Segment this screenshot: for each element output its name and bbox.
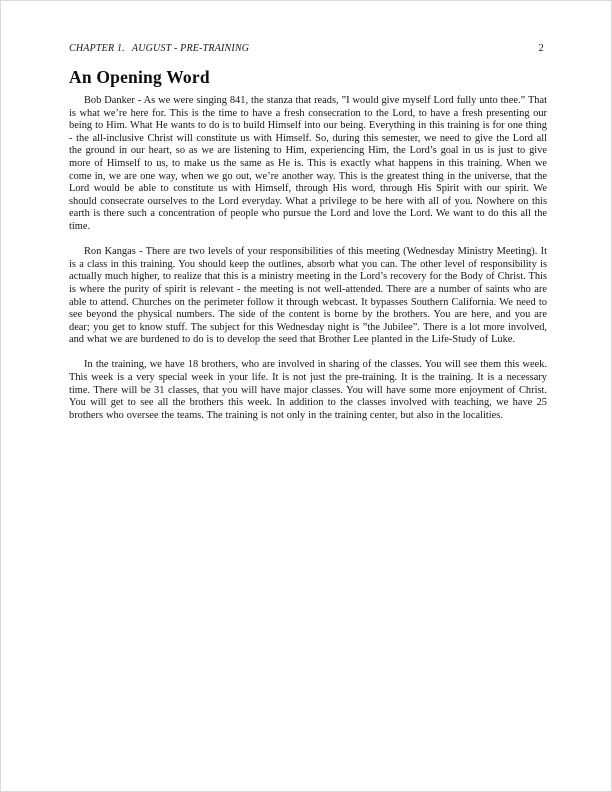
- document-body: [69, 95, 547, 435]
- chapter-number: CHAPTER 1.: [69, 43, 125, 54]
- chapter-title: AUGUST - PRE-TRAINING: [131, 43, 250, 54]
- page-number: 2: [538, 43, 544, 54]
- section-title: An Opening Word: [69, 67, 210, 87]
- paragraph-training-info: In the training, we have 18 brothers, who are involved in sharing of the classes. You will see them this week. This week is a very special week in your life. It is not just the pre-training. It is the training. It is a necessary time. There will be 31 classes, that you will have major classes. You will have some more enjoyment of Christ. You will get to see all the brothers this week. In addition to the classes involved with teaching, we have 25 brothers who oversee the teams. The training is not only in the training center, but also in the localities.: [69, 359, 547, 421]
- running-header: [69, 43, 544, 54]
- chapter-heading: [69, 43, 249, 54]
- paragraph-ron-kangas: Ron Kangas - There are two levels of your responsibilities of this meeting (Wednesday Ministry Meeting). It is a class in this training. You should keep the outlines, absorb what you can. The other level of responsibility is actually much higher, to realize that this is a ministry meeting in the Lord’s recovery for the Body of Christ. This is where the purity of spirit is relevant - the meeting is not well-attended. There are a number of saints who are able to attend. Churches on the perimeter follow it through webcast. It bypasses Southern California. We need to see beyond the physical numbers. The side of the content is borne by the brothers. You are here, and you are dear; you get to know stuff. The subject for this Wednesday night is ”the Jubilee”. There is a lot more involved, and what we are burdened to do is to develop the seed that Brother Lee planted in the Life-Study of Luke.: [69, 246, 547, 346]
- paragraph-bob-danker: Bob Danker - As we were singing 841, the stanza that reads, ”I would give myself Lord fully unto thee.” That is what we’re here for. This is the time to have a fresh consecration to the Lord, to have a fresh presenting our being to Him. What He wants to do is to build Himself into our being. Everything in this training is for one thing - the all-inclusive Christ will constitute us with Himself. So, during this semester, we need to give the Lord all the ground in our heart, so as we are listening to Him, experiencing Him, the Lord’s goal in us is just to give more of Himself to us, to make us the same as He is. This is exactly what happens in this training. When we come in, we are one way, when we go out, we’re another way. This is the greatest thing in the universe, that the Lord would be able to constitute us with Himself, through His word, through His Spirit with our spirit. We should consecrate ourselves to the Lord everyday. What a privilege to be here with all of you. Nowhere on this earth is there such a concentration of people who pursue the Lord and love the Lord. We want to do this all the time.: [69, 95, 547, 232]
